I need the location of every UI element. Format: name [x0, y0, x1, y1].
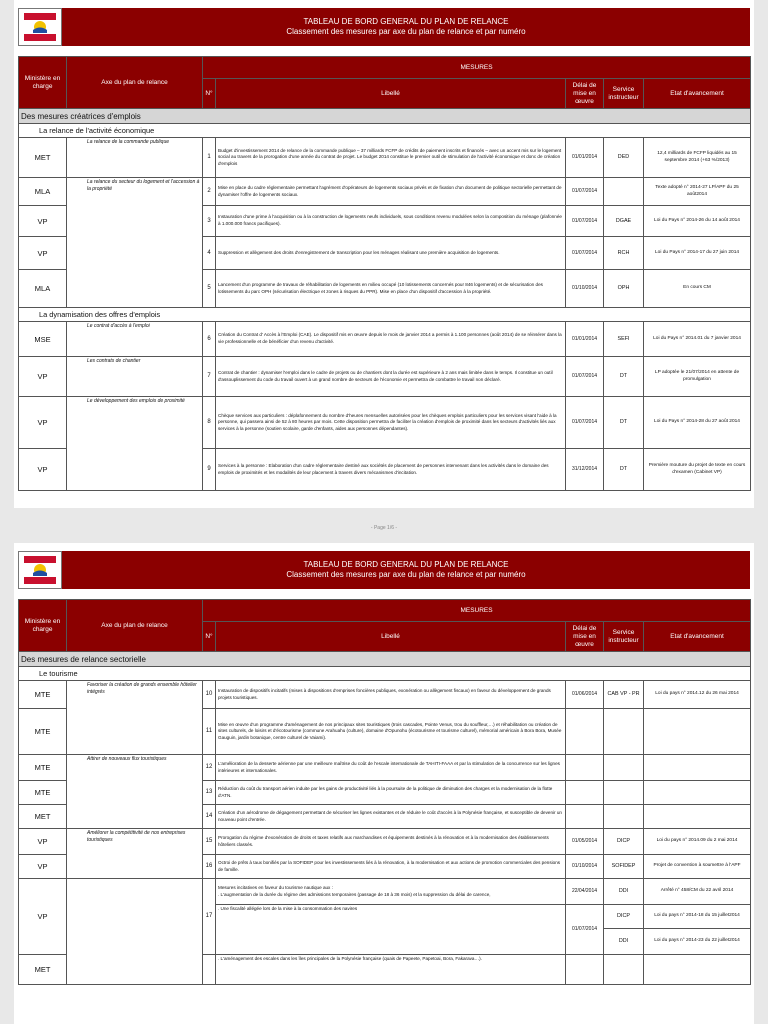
ministere-cell: VP [19, 357, 67, 397]
service-cell: CAB VP - PR [604, 681, 644, 709]
ministere-cell: VP [19, 879, 67, 955]
report-subtitle: Classement des mesures par axe du plan de relance et par numéro [286, 27, 526, 36]
numero-cell: 14 [203, 805, 216, 829]
service-cell [604, 709, 644, 755]
delai-cell: 01/06/2014 [566, 681, 604, 709]
etat-cell [644, 781, 751, 805]
etat-cell: Loi du pays n° 2014-18 du 15 juillet2014 [644, 905, 751, 929]
table-row [19, 178, 751, 206]
col-delai: Délai de mise en œuvre [566, 622, 604, 652]
libelle-cell: Création d'un aérodrome de dégagement permettant de sécuriser les lignes existantes et de réduire le coût d'accès à la Polynésie française, et susceptible de devenir un nouveau point d'entrée. [216, 805, 566, 829]
libelle-cell: Mise en œuvre d'un programme d'aménagement de nos principaux sites touristiques (trois cascades, Pointe Venus, trou du souffleur,…) et réhabilitation ou création de sites culturels, de loisirs et d'écotourisme (commune Arahuahu (culture), domaine d'Opunohu (écotourisme et tourisme culturel), mémorial américain à Bora Bora, Musée Gauguin, jardin botanique, centre culturel de Vaiami). [216, 709, 566, 755]
service-cell [604, 955, 644, 985]
col-mesures: MESURES [203, 600, 751, 622]
axe-cell: Le développement des emplois de proximité [67, 397, 203, 491]
service-cell: DDI [604, 879, 644, 905]
report-page-2 [14, 543, 754, 1024]
ministere-cell: MTE [19, 755, 67, 781]
etat-cell: Loi du Pays n° 2014.01 du 7 janvier 2014 [644, 322, 751, 357]
service-cell: DGAE [604, 206, 644, 237]
libelle-cell: . Une fiscalité allégée lors de la mise à la consommation des navires [216, 905, 566, 955]
numero-cell: 7 [203, 357, 216, 397]
col-service: Service instructeur [604, 79, 644, 109]
etat-cell: 12,4 milliards de FCFP liquidés au 15 septembre 2014 (+63 %/2013) [644, 138, 751, 178]
measures-table-page-2 [18, 599, 751, 985]
numero-cell: 17 [203, 879, 216, 955]
numero-cell: 10 [203, 681, 216, 709]
polynesia-emblem-logo [18, 8, 62, 46]
ministere-cell: VP [19, 206, 67, 237]
table-row [19, 138, 751, 178]
libelle-cell: Instauration de dispositifs incitatifs (mises à dispositions d'emprises foncières publiques, exonération ou allègement fiscaux) en faveur du développement de grands projets touristiques. [216, 681, 566, 709]
numero-cell: 8 [203, 397, 216, 449]
page-number: - Page 1/6 - [370, 525, 398, 531]
axe-cell: Attirer de nouveaux flux touristiques [67, 755, 203, 829]
libelle-intro: Mesures incitatives en faveur du tourisme nautique aux : [218, 884, 333, 890]
col-numero: N° [203, 622, 216, 652]
libelle-cell: Prorogation du régime d'exonération de droits et taxes relatifs aux marchandises et équipements destinés à la rénovation et à la modernisation des établissements hôteliers classés. [216, 829, 566, 855]
col-numero: N° [203, 79, 216, 109]
ministere-cell: MET [19, 955, 67, 985]
report-page-1 [14, 0, 754, 508]
etat-cell: En cours CM [644, 270, 751, 308]
numero-cell: 13 [203, 781, 216, 805]
libelle-cell: L'amélioration de la desserte aérienne par une meilleure maîtrise du coût de l'escale internationale de TAHITI-FAAA et par la stimulation de la concurrence sur les lignes intérieures et internationales. [216, 755, 566, 781]
libelle-cell: Chèque services aux particuliers : déplafonnement du nombre d'heures mensuelles autorisées pour les chèques emplois particuliers pour les services visant l'aide à la personne, qui passera ainsi de 52 à 80 heures par mois. Cette disposition permettra de faciliter la création d'emplois de proximité dans les secteurs d'activités liés aux services à la personne (soutien scolaire, garde d'enfants, aides aux personnes dépendantes). [216, 397, 566, 449]
numero-cell: 11 [203, 709, 216, 755]
libelle-cell: Création du Contrat d' Accès à l'Emploi (CAE). Le dispositif mis en œuvre depuis le mois de janvier 2014 a permis à 1.100 personnes (août 2014) de se réinsérer dans la vie professionnelle et de bénéficier d'un revenu d'activité. [216, 322, 566, 357]
service-cell: DT [604, 357, 644, 397]
table-row [19, 681, 751, 709]
numero-cell [203, 955, 216, 985]
delai-cell: 01/07/2014 [566, 237, 604, 270]
col-ministere: Ministère en charge [19, 57, 67, 109]
subcategory-heading: Le tourisme [19, 667, 751, 681]
libelle-cell: Contrat de chantier : dynamiser l'emploi dans le cadre de projets ou de chantiers dont la durée est supérieure à 2 ans mais limitée dans le temps. Il constitue un outil d'assouplissement du code du travail ouvert à un grand nombre de secteurs de l'économie et permettra de combattre le travail non déclaré. [216, 357, 566, 397]
axe-cell: La relance du secteur du logement et l'accession à la propriété [67, 178, 203, 308]
etat-cell: Arrêté n° 458/CM du 22 avril 2014 [644, 879, 751, 905]
ministere-cell: VP [19, 237, 67, 270]
subcategory-heading: La dynamisation des offres d'emplois [19, 308, 751, 322]
polynesia-emblem-logo [18, 551, 62, 589]
axe-cell: Les contrats de chantier [67, 357, 203, 397]
service-cell: RCH [604, 237, 644, 270]
report-banner [18, 551, 750, 589]
libelle-cell: Instauration d'une prime à l'acquisition ou à la construction de logements neufs individuels, sous conditions revenu modulées selon la composition du ménage (plafonnée à 1.000.000 francs pacifiques). [216, 206, 566, 237]
delai-cell [566, 755, 604, 781]
etat-cell: Première mouture du projet de texte en cours d'examen (Cabinet VP) [644, 449, 751, 491]
col-etat: Etat d'avancement [644, 622, 751, 652]
subcategory-heading: La relance de l'activité économique [19, 124, 751, 138]
libelle-cell [216, 879, 566, 905]
ministere-cell: MET [19, 805, 67, 829]
ministere-cell: MTE [19, 681, 67, 709]
delai-cell: 01/01/2014 [566, 138, 604, 178]
service-cell [604, 178, 644, 206]
numero-cell: 4 [203, 237, 216, 270]
service-cell: OPH [604, 270, 644, 308]
delai-cell: 22/04/2014 [566, 879, 604, 905]
service-cell: DED [604, 138, 644, 178]
table-row [19, 322, 751, 357]
axe-cell: Améliorer la compétitivité de nos entreprises touristiques [67, 829, 203, 879]
ministere-cell: VP [19, 397, 67, 449]
etat-cell: Texte adopté n° 2014-27 LP/APF du 25 août2014 [644, 178, 751, 206]
service-cell [604, 781, 644, 805]
libelle-cell: Services à la personne : Elaboration d'un cadre réglementaire destiné aux sociétés de placement de personnes intervenant dans les activités dans le domaine des emplois de proximités et les modalités de leur placement à travers divers mécanismes d'incitation. [216, 449, 566, 491]
delai-cell [566, 955, 604, 985]
delai-cell: 01/01/2014 [566, 322, 604, 357]
numero-cell: 3 [203, 206, 216, 237]
col-etat: Etat d'avancement [644, 79, 751, 109]
delai-cell [566, 781, 604, 805]
etat-cell: Loi du Pays n° 2014-28 du 27 août 2014 [644, 397, 751, 449]
axe-cell: Favoriser la création de grands ensemble hôtelier intégrés [67, 681, 203, 755]
delai-cell: 01/07/2014 [566, 357, 604, 397]
ministere-cell: MLA [19, 270, 67, 308]
delai-cell: 01/10/2014 [566, 855, 604, 879]
table-row [19, 357, 751, 397]
table-row [19, 829, 751, 855]
delai-cell: 01/07/2014 [566, 178, 604, 206]
delai-cell: 31/12/2014 [566, 449, 604, 491]
etat-cell [644, 955, 751, 985]
service-cell: DICP [604, 829, 644, 855]
delai-cell [566, 805, 604, 829]
report-title: TABLEAU DE BORD GENERAL DU PLAN DE RELANCE [303, 17, 509, 26]
libelle-cell: . L'aménagement des escales dans les îles principales de la Polynésie française (quais de Papeete, Papetoai, Bora, Fakarava…). [216, 955, 566, 985]
service-cell: DDI [604, 929, 644, 955]
numero-cell: 15 [203, 829, 216, 855]
col-service: Service instructeur [604, 622, 644, 652]
numero-cell: 12 [203, 755, 216, 781]
etat-cell: Loi du pays n° 2014.09 du 2 mai 2014 [644, 829, 751, 855]
col-axe: Axe du plan de relance [67, 57, 203, 109]
service-cell: SOFIDEP [604, 855, 644, 879]
etat-cell: Loi du Pays n° 2014-17 du 27 juin 2014 [644, 237, 751, 270]
etat-cell: Projet de convention à soumettre à l'APF [644, 855, 751, 879]
ministere-cell: MSE [19, 322, 67, 357]
delai-cell [566, 709, 604, 755]
numero-cell: 1 [203, 138, 216, 178]
col-axe: Axe du plan de relance [67, 600, 203, 652]
numero-cell: 16 [203, 855, 216, 879]
etat-cell [644, 755, 751, 781]
numero-cell: 2 [203, 178, 216, 206]
measures-table-page-1 [18, 56, 751, 491]
table-row [19, 879, 751, 905]
table-row [19, 755, 751, 781]
col-mesures: MESURES [203, 57, 751, 79]
ministere-cell: VP [19, 855, 67, 879]
etat-cell [644, 805, 751, 829]
ministere-cell: MET [19, 138, 67, 178]
service-cell [604, 805, 644, 829]
libelle-cell: Octroi de prêts à taux bonifiés par la SOFIDEP pour les investissements liés à la rénovation, à la modernisation et aux actions de promotion commerciales des pensions de famille. [216, 855, 566, 879]
libelle-cell: Lancement d'un programme de travaux de réhabilitation de logements en milieu occupé (10 lotissements concernés pour 846 logements) et de sécurisation des lotissements du parc OPH (sécurisation électrique et zones à risques du PPR). Mise en place d'un dispositif d'accession à la propriété. [216, 270, 566, 308]
etat-cell: Loi du pays n° 2014.12 du 26 mai 2014 [644, 681, 751, 709]
libelle-cell: Suppression et allègement des droits d'enregistrement de transcription pour les ménages réalisant une première acquisition de logements. [216, 237, 566, 270]
numero-cell: 5 [203, 270, 216, 308]
service-cell [604, 755, 644, 781]
delai-cell: 01/05/2014 [566, 829, 604, 855]
axe-cell: Le contrat d'accès à l'emploi [67, 322, 203, 357]
table-row [19, 397, 751, 449]
col-ministere: Ministère en charge [19, 600, 67, 652]
delai-cell: 01/10/2014 [566, 270, 604, 308]
etat-cell: Loi du pays n° 2014-23 du 22 juillet2014 [644, 929, 751, 955]
report-title: TABLEAU DE BORD GENERAL DU PLAN DE RELANCE [303, 560, 509, 569]
delai-cell: 01/07/2014 [566, 397, 604, 449]
service-cell: DT [604, 449, 644, 491]
service-cell: DICP [604, 905, 644, 929]
libelle-item: . L'augmentation de la durée du régime des admissions temporaires (passage de 18 à 36 mois) et la suppression du délai de carence, [218, 891, 491, 897]
numero-cell: 6 [203, 322, 216, 357]
etat-cell: LP adoptée le 21/07/2014 en attente de promulgation [644, 357, 751, 397]
category-heading: Des mesures créatrices d'emplois [19, 109, 751, 124]
col-libelle: Libellé [216, 622, 566, 652]
report-banner [18, 8, 750, 46]
delai-cell: 01/07/2014 [566, 905, 604, 955]
delai-cell: 01/07/2014 [566, 206, 604, 237]
numero-cell: 9 [203, 449, 216, 491]
service-cell: DT [604, 397, 644, 449]
axe-cell [67, 879, 203, 985]
category-heading: Des mesures de relance sectorielle [19, 652, 751, 667]
etat-cell: Loi du Pays n° 2014-26 du 14 août 2014 [644, 206, 751, 237]
axe-cell: La relance de la commande publique [67, 138, 203, 178]
ministere-cell: VP [19, 449, 67, 491]
ministere-cell: MTE [19, 709, 67, 755]
ministere-cell: MLA [19, 178, 67, 206]
etat-cell [644, 709, 751, 755]
libelle-cell: Mise en place du cadre réglementaire permettant l'agrément d'opérateurs de logements sociaux privés et de fixation d'un document de politique sectorielle permettant de dynamiser l'offre de logements sociaux. [216, 178, 566, 206]
report-subtitle: Classement des mesures par axe du plan de relance et par numéro [286, 570, 526, 579]
libelle-cell: Réduction du coût du transport aérien induite par les gains de productivité liés à la poursuite de la politique de diminution des charges et la modernisation de la flotte d'ATN. [216, 781, 566, 805]
ministere-cell: MTE [19, 781, 67, 805]
col-libelle: Libellé [216, 79, 566, 109]
col-delai: Délai de mise en œuvre [566, 79, 604, 109]
libelle-cell: Budget d'investissement 2014 de relance de la commande publique – 37 milliards FCFP de crédits de paiement inscrits et financés – avec un accent mis sur le logement social au travers de la prorogation d'une année du contrat de projet. Le budget 2014 constitue le premier outil de stimulation de l'activité économique et donc de création d'emplois [216, 138, 566, 178]
ministere-cell: VP [19, 829, 67, 855]
service-cell: SEFI [604, 322, 644, 357]
